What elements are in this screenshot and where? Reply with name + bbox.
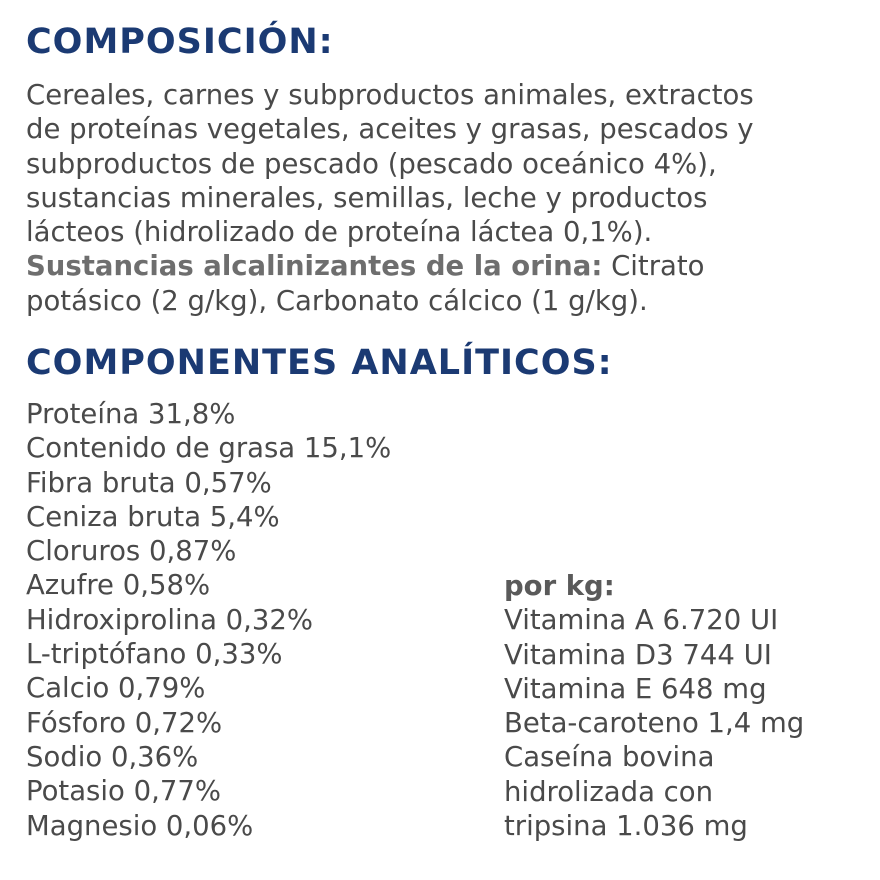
- per-kg-item: Vitamina E 648 mg: [504, 672, 767, 705]
- alkaline-line-2: potásico (2 g/kg), Carbonato cálcico (1 g/kg).: [26, 284, 648, 317]
- analytic-item: Magnesio 0,06%: [26, 809, 254, 842]
- analytic-item: Contenido de grasa 15,1%: [26, 432, 392, 465]
- alkaline-line: [26, 249, 876, 283]
- analytic-item: Cloruros 0,87%: [26, 535, 237, 568]
- analytic-item: Hidroxiprolina 0,32%: [26, 603, 314, 636]
- composicion-line: subproductos de pescado (pescado oceánico 4%),: [26, 147, 717, 180]
- composicion-line: sustancias minerales, semillas, leche y productos: [26, 181, 708, 214]
- analytic-item: Potasio 0,77%: [26, 775, 221, 808]
- composicion-heading: COMPOSICIÓN:: [26, 22, 334, 62]
- per-kg-item: Vitamina A 6.720 UI: [504, 604, 779, 637]
- per-kg-item: Vitamina D3 744 UI: [504, 638, 772, 671]
- analytic-item: Calcio 0,79%: [26, 672, 206, 705]
- per-kg-label: por kg:: [504, 570, 615, 602]
- analytic-item: Ceniza bruta 5,4%: [26, 500, 280, 533]
- composicion-paragraph: [26, 78, 876, 318]
- per-kg-item: Caseína bovina: [504, 741, 715, 774]
- per-kg-item: Beta-caroteno 1,4 mg: [504, 707, 805, 740]
- componentes-heading: COMPONENTES ANALÍTICOS:: [26, 343, 613, 383]
- per-kg-list: [504, 569, 804, 843]
- composicion-line: lácteos (hidrolizado de proteína láctea 0,1%).: [26, 216, 653, 249]
- composicion-line: Cereales, carnes y subproductos animales, extractos: [26, 79, 754, 111]
- analytic-item: Proteína 31,8%: [26, 398, 236, 430]
- analytic-item: Fósforo 0,72%: [26, 706, 223, 739]
- analytic-components-list: [26, 397, 391, 843]
- alkaline-label: Sustancias alcalinizantes de la orina:: [26, 250, 603, 283]
- per-kg-item: tripsina 1.036 mg: [504, 810, 748, 843]
- analytic-item: Fibra bruta 0,57%: [26, 466, 272, 499]
- analytic-item: Sodio 0,36%: [26, 740, 199, 773]
- analytic-item: L-triptófano 0,33%: [26, 638, 283, 671]
- per-kg-item: hidrolizada con: [504, 775, 714, 808]
- analytic-item: Azufre 0,58%: [26, 569, 211, 602]
- alkaline-text: Citrato: [602, 250, 705, 283]
- composicion-line: de proteínas vegetales, aceites y grasas, pescados y: [26, 113, 754, 146]
